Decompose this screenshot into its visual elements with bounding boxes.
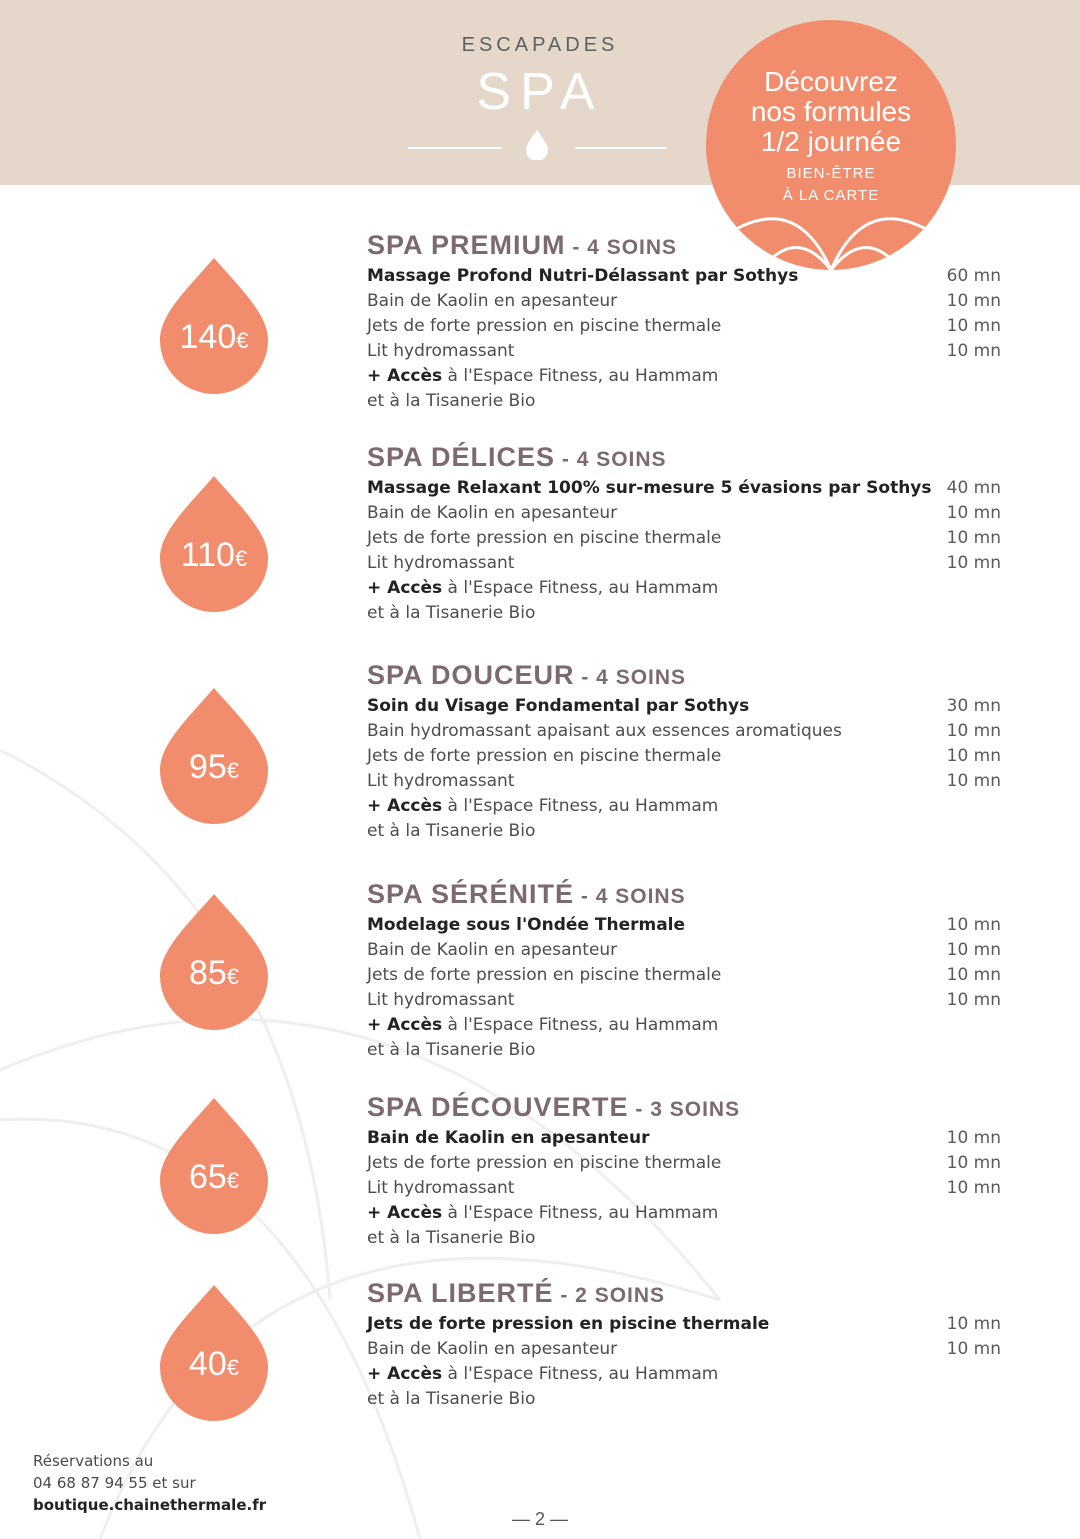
treatment-row: Bain de Kaolin en apesanteur 10 mn — [367, 503, 1001, 523]
package-title: SPA LIBERTÉ - 2 SOINS — [367, 1278, 666, 1308]
treatment-row: Lit hydromassant 10 mn — [367, 341, 1001, 361]
page-title: SPA — [476, 63, 604, 121]
page-number: — 2 — — [511, 1509, 568, 1529]
header-divider-left — [408, 147, 502, 149]
package-title: SPA DÉCOUVERTE - 3 SOINS — [367, 1092, 741, 1122]
reservation-line-1: Réservations au — [33, 1452, 154, 1470]
package-serenite — [367, 875, 1007, 1063]
access-line-2: et à la Tisanerie Bio — [367, 391, 536, 411]
price-label: 85€ — [188, 954, 240, 992]
price-label: 110€ — [180, 536, 248, 574]
treatment-row: Jets de forte pression en piscine thermale 10 mn — [367, 1153, 1001, 1173]
treatment-row: Bain de Kaolin en apesanteur 10 mn — [367, 291, 1001, 311]
promo-line-2: nos formules — [750, 96, 912, 127]
access-line: + Accès à l'Espace Fitness, au Hammam — [367, 796, 719, 816]
treatment-row: Bain de Kaolin en apesanteur 10 mn — [367, 1128, 1001, 1148]
access-line: + Accès à l'Espace Fitness, au Hammam — [367, 1203, 719, 1223]
treatment-row: Lit hydromassant 10 mn — [367, 771, 1001, 791]
treatment-row: Lit hydromassant 10 mn — [367, 1178, 1001, 1198]
treatment-row: Lit hydromassant 10 mn — [367, 990, 1001, 1010]
treatment-row: Bain de Kaolin en apesanteur 10 mn — [367, 940, 1001, 960]
header-kicker: ESCAPADES — [461, 34, 619, 56]
price-drop — [158, 474, 270, 614]
promo-line-3: 1/2 journée — [760, 126, 902, 157]
shop-link[interactable]: boutique.chainethermale.fr — [33, 1496, 267, 1514]
price-drop — [158, 1096, 270, 1236]
reservation-note — [33, 1450, 333, 1516]
access-line: + Accès à l'Espace Fitness, au Hammam — [367, 1364, 719, 1384]
promo-line-1: Découvrez — [764, 66, 898, 97]
treatment-row: Massage Relaxant 100% sur-mesure 5 évasions par Sothys 40 mn — [367, 478, 1001, 498]
package-premium — [367, 226, 1007, 414]
price-label: 40€ — [188, 1345, 240, 1383]
treatment-row: Jets de forte pression en piscine thermale 10 mn — [367, 316, 1001, 336]
treatment-row: Jets de forte pression en piscine thermale 10 mn — [367, 746, 1001, 766]
treatment-row: Bain de Kaolin en apesanteur 10 mn — [367, 1339, 1001, 1359]
header-divider-right — [575, 147, 667, 149]
treatment-row: Massage Profond Nutri-Délassant par Sothys 60 mn — [367, 266, 1001, 286]
promo-sub-2: À LA CARTE — [782, 187, 880, 204]
access-line: + Accès à l'Espace Fitness, au Hammam — [367, 578, 719, 598]
treatment-row: Modelage sous l'Ondée Thermale 10 mn — [367, 915, 1001, 935]
price-drop — [158, 1283, 270, 1423]
treatment-row: Jets de forte pression en piscine thermale 10 mn — [367, 965, 1001, 985]
treatment-row: Jets de forte pression en piscine thermale 10 mn — [367, 528, 1001, 548]
access-line-2: et à la Tisanerie Bio — [367, 821, 536, 841]
treatment-row: Jets de forte pression en piscine thermale 10 mn — [367, 1314, 1001, 1334]
water-drop-icon — [524, 128, 550, 160]
package-douceur — [367, 656, 1007, 844]
reservation-phone[interactable]: 04 68 87 94 55 et sur — [33, 1474, 196, 1492]
access-line-2: et à la Tisanerie Bio — [367, 1389, 536, 1409]
package-decouverte — [367, 1088, 1007, 1251]
price-drop — [158, 686, 270, 826]
access-line-2: et à la Tisanerie Bio — [367, 603, 536, 623]
access-line: + Accès à l'Espace Fitness, au Hammam — [367, 366, 719, 386]
treatment-row: Lit hydromassant 10 mn — [367, 553, 1001, 573]
treatment-row: Bain hydromassant apaisant aux essences aromatiques 10 mn — [367, 721, 1001, 741]
promo-sub-1: BIEN-ÊTRE — [786, 165, 876, 182]
access-line-2: et à la Tisanerie Bio — [367, 1040, 536, 1060]
package-title: SPA DOUCEUR - 4 SOINS — [367, 660, 687, 690]
access-line-2: et à la Tisanerie Bio — [367, 1228, 536, 1248]
package-title: SPA SÉRÉNITÉ - 4 SOINS — [367, 879, 686, 909]
package-delices — [367, 438, 1007, 626]
price-label: 95€ — [188, 748, 240, 786]
price-drop — [158, 256, 270, 396]
package-liberte — [367, 1274, 1007, 1412]
package-title: SPA DÉLICES - 4 SOINS — [367, 442, 667, 472]
price-label: 140€ — [179, 318, 249, 356]
access-line: + Accès à l'Espace Fitness, au Hammam — [367, 1015, 719, 1035]
price-label: 65€ — [188, 1158, 240, 1196]
treatment-row: Soin du Visage Fondamental par Sothys 30 mn — [367, 696, 1001, 716]
package-title: SPA PREMIUM - 4 SOINS — [367, 230, 678, 260]
price-drop — [158, 892, 270, 1032]
